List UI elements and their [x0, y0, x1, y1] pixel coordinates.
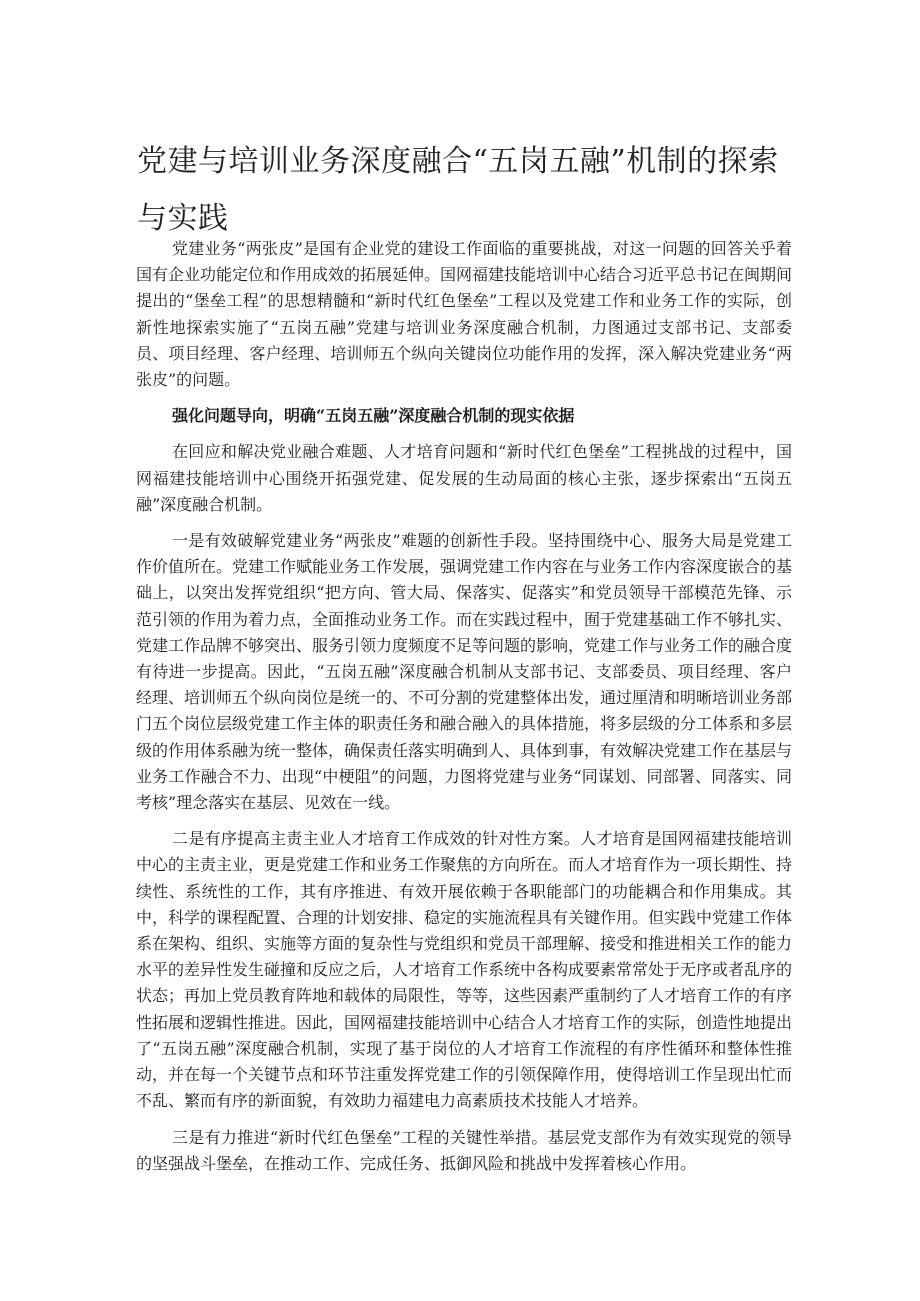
section-intro-paragraph: 在回应和解决党业融合难题、人才培育问题和“新时代红色堡垒”工程挑战的过程中，国网福建技能培训中心围绕开拓强党建、促发展的生动局面的核心主张，逐步探索出“五岗五融”深度融合机制。: [136, 442, 792, 514]
document-body: [136, 236, 792, 1187]
document-title: 党建与培训业务深度融合“五岗五融”机制的探索与实践: [137, 144, 779, 236]
point-one-paragraph: 一是有效破解党建业务“两张皮”难题的创新性手段。坚持围绕中心、服务大局是党建工作价值所在。党建工作赋能业务工作发展，强调党建工作内容在与业务工作内容深度嵌合的基础上，以突出发挥党组织“把方向、管大局、保落实、促落实”和党员领导干部模范先锋、示范引领的作用为着力点，全面推动业务工作。而在实践过程中，囿于党建基础工作不够扎实、党建工作品牌不够突出、服务引领力度频度不足等问题的影响，党建工作与业务工作的融合度有待进一步提高。因此，“五岗五融”深度融合机制从支部书记、支部委员、项目经理、客户经理、培训师五个纵向岗位是统一的、不可分割的党建整体出发，通过厘清和明晰培训业务部门五个岗位层级党建工作主体的职责任务和融合融入的具体措施，将多层级的分工体系和多层级的作用体系融为统一整体，确保责任落实明确到人、具体到事，有效解决党建工作在基层与业务工作融合不力、出现“中梗阻”的问题，力图将党建与业务“同谋划、同部署、同落实、同考核”理念落实在基层、见效在一线。: [136, 531, 793, 813]
point-three-paragraph: 三是有力推进“新时代红色堡垒”工程的关键性举措。基层党支部作为有效实现党的领导的坚强战斗堡垒，在推动工作、完成任务、抵御风险和挑战中发挥着核心作用。: [136, 1127, 792, 1173]
section-heading: 强化问题导向，明确“五岗五融”深度融合机制的现实依据: [172, 406, 575, 426]
intro-paragraph: 党建业务“两张皮”是国有企业党的建设工作面临的重要挑战，对这一问题的回答关乎着国有企业功能定位和作用成效的拓展延伸。国网福建技能培训中心结合习近平总书记在闽期间提出的“堡垒工程”的思想精髓和“新时代红色堡垒”工程以及党建工作和业务工作的实际，创新性地探索实施了“五岗五融”党建与培训业务深度融合机制，力图通过支部书记、支部委员、项目经理、客户经理、培训师五个纵向关键岗位功能作用的发挥，深入解决党建业务“两张皮”的问题。: [136, 239, 793, 390]
point-two-paragraph: 二是有序提高主责主业人才培育工作成效的针对性方案。人才培育是国网福建技能培训中心的主责主业，更是党建工作和业务工作聚焦的方向所在。而人才培育作为一项长期性、持续性、系统性的工作，其有序推进、有效开展依赖于各职能部门的功能耦合和作用集成。其中，科学的课程配置、合理的计划安排、稳定的实施流程具有关键作用。但实践中党建工作体系在架构、组织、实施等方面的复杂性与党组织和党员干部理解、接受和推进相关工作的能力水平的差异性发生碰撞和反应之后，人才培育工作系统中各构成要素常常处于无序或者乱序的状态；再加上党员教育阵地和载体的局限性，等等，这些因素严重制约了人才培育工作的有序性拓展和逻辑性推进。因此，国网福建技能培训中心结合人才培育工作的实际，创造性地提出了“五岗五融”深度融合机制，实现了基于岗位的人才培育工作流程的有序性循环和整体性推动，并在每一个关键节点和环节注重发挥党建工作的引领保障作用，使得培训工作呈现出忙而不乱、繁而有序的新面貌，有效助力福建电力高素质技术技能人才培养。: [136, 829, 793, 1111]
